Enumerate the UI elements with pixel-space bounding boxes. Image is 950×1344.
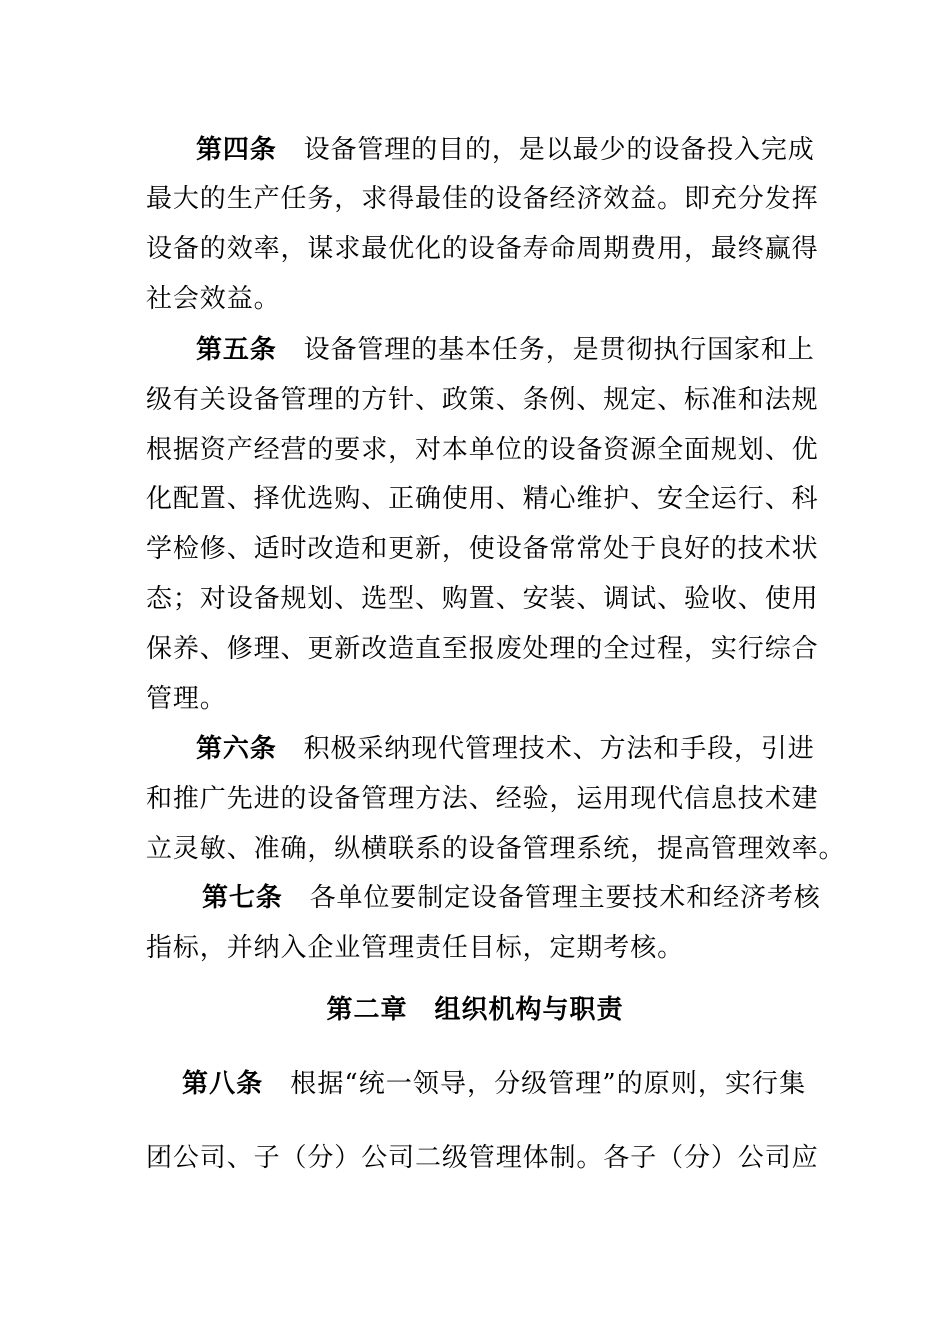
- article-5-line-8: 管理。: [146, 684, 227, 714]
- article-5-line-2: 级有关设备管理的方针、政策、条例、规定、标准和法规: [146, 385, 819, 415]
- article-7-line-2: 指标，并纳入企业管理责任目标，定期考核。: [146, 933, 685, 963]
- article-8-line-2: 团公司、子（分）公司二级管理体制。各子（分）公司应: [146, 1143, 819, 1173]
- article-7-line-1: 第七条 各单位要制定设备管理主要技术和经济考核: [202, 883, 821, 913]
- article-5-line-6: 态；对设备规划、选型、购置、安装、调试、验收、使用: [146, 584, 819, 614]
- article-8-heading: 第八条: [182, 1069, 264, 1099]
- article-8-line-1: 第八条 根据“统一领导，分级管理”的原则，实行集: [182, 1069, 807, 1099]
- article-5-line-7: 保养、修理、更新改造直至报废处理的全过程，实行综合: [146, 634, 819, 664]
- article-4-line-2: 最大的生产任务，求得最佳的设备经济效益。即充分发挥: [146, 184, 819, 214]
- article-6-line-2: 和推广先进的设备管理方法、经验，运用现代信息技术建: [146, 784, 819, 814]
- article-5-line-5: 学检修、适时改造和更新，使设备常常处于良好的技术状: [146, 534, 819, 564]
- article-7-heading: 第七条: [202, 883, 283, 913]
- chapter-heading: 第二章 组织机构与职责: [326, 995, 624, 1025]
- article-4-line-3: 设备的效率，谋求最优化的设备寿命周期费用，最终赢得: [146, 234, 819, 264]
- article-5-line-4: 化配置、择优选购、正确使用、精心维护、安全运行、科: [146, 484, 819, 514]
- article-4-line-1: 第四条 设备管理的目的，是以最少的设备投入完成: [196, 135, 815, 165]
- article-4-line-4: 社会效益。: [146, 284, 281, 314]
- article-5-line-3: 根据资产经营的要求，对本单位的设备资源全面规划、优: [146, 435, 819, 465]
- article-6-heading: 第六条: [196, 734, 277, 764]
- article-6-line-1: 第六条 积极采纳现代管理技术、方法和手段，引进: [196, 734, 815, 764]
- article-6-line-3: 立灵敏、准确，纵横联系的设备管理系统，提高管理效率。: [146, 834, 846, 864]
- article-4-heading: 第四条: [196, 135, 277, 165]
- article-5-heading: 第五条: [196, 335, 277, 365]
- article-5-line-1: 第五条 设备管理的基本任务，是贯彻执行国家和上: [196, 335, 815, 365]
